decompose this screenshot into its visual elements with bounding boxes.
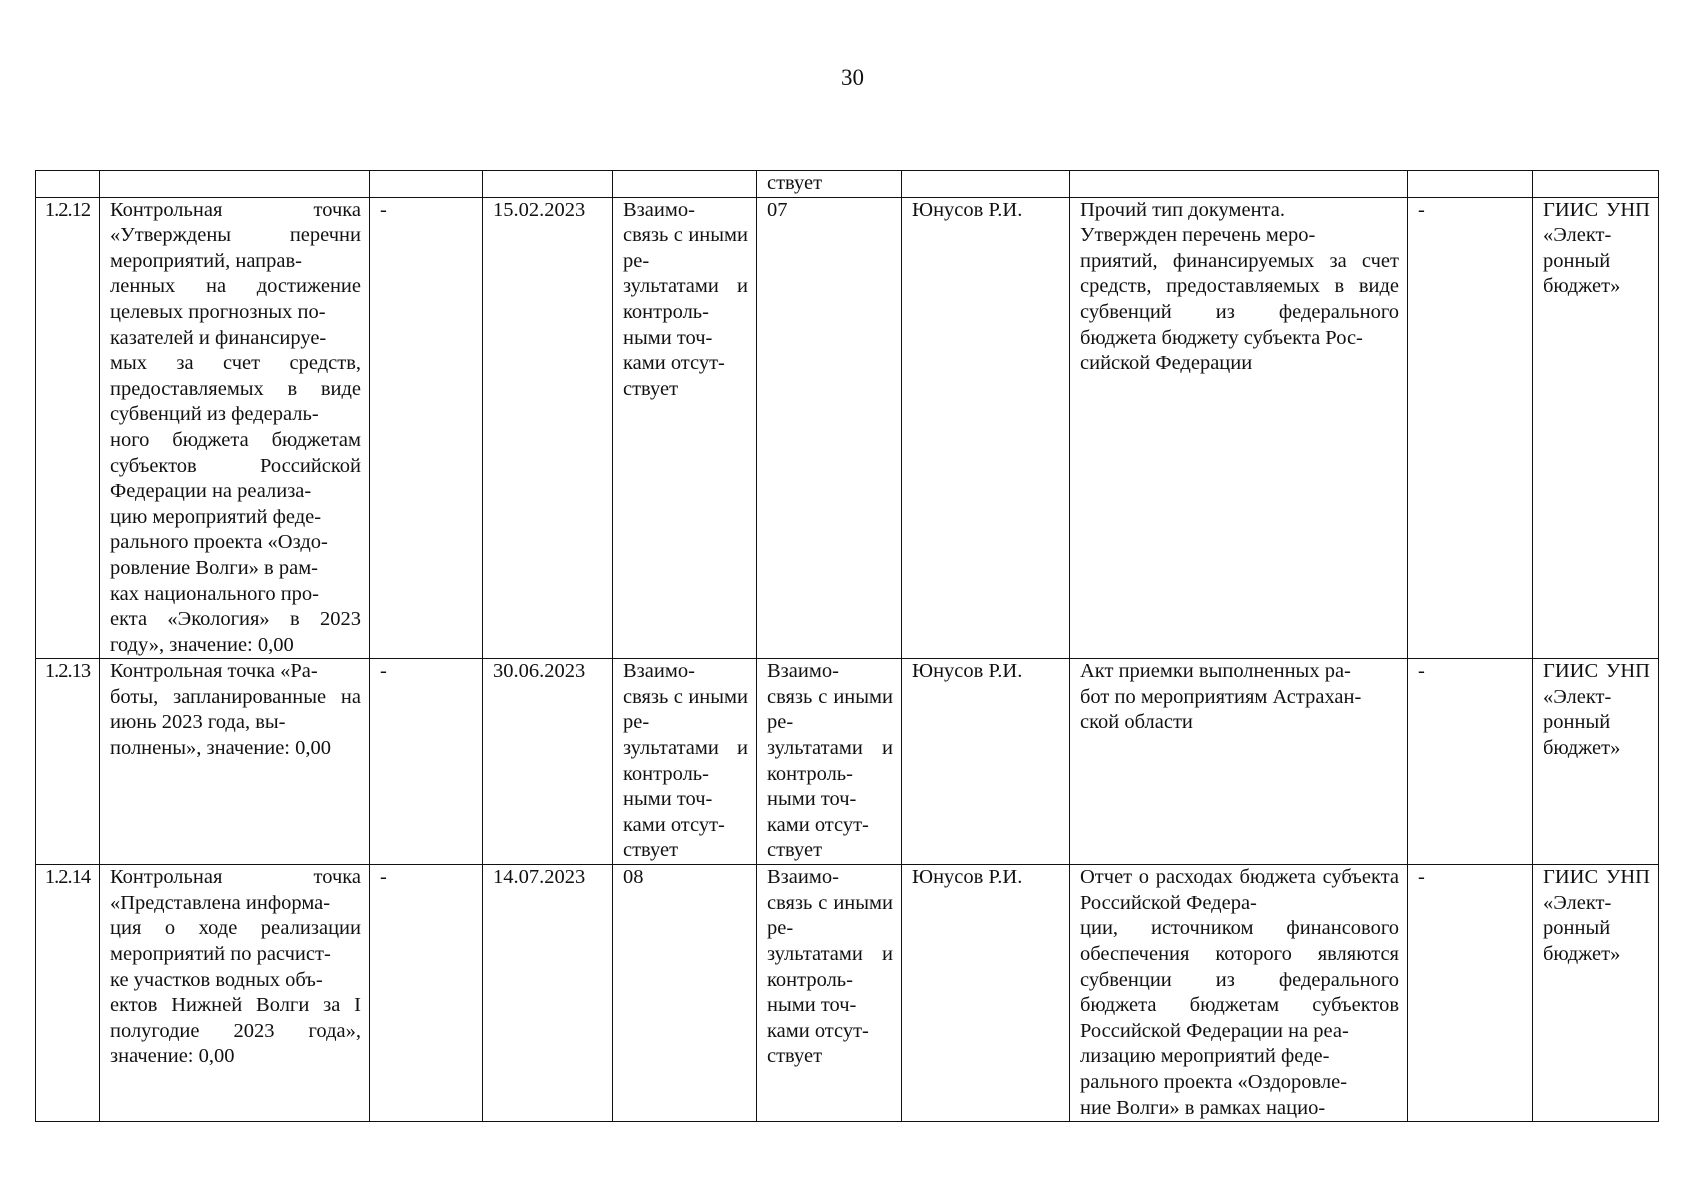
cell-empty [1533,171,1659,198]
control-points-table [35,170,1659,1122]
cell-date: 14.07.2023 [483,865,613,1122]
cell-description: Контрольная точка «Ра- боты, запланированные на июнь 2023 года, вы- полнены», значение: 0,00 [100,659,370,865]
cell-base-value: - [370,865,483,1122]
cell-predecessor: Взаимо- связь с иными ре- зультатами и контроль- ными точ- ками отсут- ствует [613,659,757,865]
cell-base-value: - [370,197,483,659]
cell-base-value: - [370,659,483,865]
cell-successor: 07 [757,197,902,659]
cell-document: Отчет о расходах бюджета субъекта Российской Федера- ции, источником финансового обеспечения которого являются субвенции из федерального бюджета бюджетам субъектов Российской Федерации на реа- лизацию мероприятий феде- рального проекта «Оздоровле- ние Волги» в рамках нацио- [1070,865,1408,1122]
cell-info-system: ГИИС УНП «Элект- ронный бюджет» [1533,197,1659,659]
cell-info-system: ГИИС УНП «Элект- ронный бюджет» [1533,659,1659,865]
cell-id: 1.2.12 [36,197,100,659]
cell-id: 1.2.13 [36,659,100,865]
cell-document: Акт приемки выполненных ра- бот по мероприятиям Астрахан- ской области [1070,659,1408,865]
cell-description: Контрольная точка «Утверждены перечни мероприятий, направ- ленных на достижение целевых прогнозных по- казателей и финансируе- мых за счет средств, предоставляемых в виде субвенций из федераль- ного бюджета бюджетам субъектов Российской Федерации на реализа- цию мероприятий феде- рального проекта «Оздо- ровление Волги» в рам- ках национального про- екта «Экология» в 2023 году», значение: 0,00 [100,197,370,659]
cell-empty [483,171,613,198]
cell-predecessor: Взаимо- связь с иными ре- зультатами и контроль- ными точ- ками отсут- ствует [613,197,757,659]
cell-info-system: ГИИС УНП «Элект- ронный бюджет» [1533,865,1659,1122]
table-row-continuation [36,171,1659,198]
cell-empty [1408,171,1533,198]
cell-approver: - [1408,659,1533,865]
cell-empty [1070,171,1408,198]
cell-empty [36,171,100,198]
table-row [36,865,1659,1122]
cell-responsible: Юнусов Р.И. [902,659,1070,865]
cell-description: Контрольная точка «Представлена информа- ция о ходе реализации мероприятий по расчист- ке участков водных объ- ектов Нижней Волги за I полугодие 2023 года», значение: 0,00 [100,865,370,1122]
cell-date: 15.02.2023 [483,197,613,659]
cell-empty [370,171,483,198]
cell-document: Прочий тип документа. Утвержден перечень меро- приятий, финансируемых за счет средств, предоставляемых в виде субвенций из федерального бюджета бюджету субъекта Рос- сийской Федерации [1070,197,1408,659]
cell-empty [100,171,370,198]
cell-id: 1.2.14 [36,865,100,1122]
table-row [36,659,1659,865]
cell-approver: - [1408,197,1533,659]
cell-approver: - [1408,865,1533,1122]
page-number: 30 [841,65,864,90]
cell-predecessor: 08 [613,865,757,1122]
cell-result-link: ствует [757,171,902,198]
cell-date: 30.06.2023 [483,659,613,865]
cell-successor: Взаимо- связь с иными ре- зультатами и контроль- ными точ- ками отсут- ствует [757,865,902,1122]
cell-empty [902,171,1070,198]
cell-successor: Взаимо- связь с иными ре- зультатами и контроль- ными точ- ками отсут- ствует [757,659,902,865]
cell-responsible: Юнусов Р.И. [902,197,1070,659]
table-row [36,197,1659,659]
cell-responsible: Юнусов Р.И. [902,865,1070,1122]
cell-empty [613,171,757,198]
